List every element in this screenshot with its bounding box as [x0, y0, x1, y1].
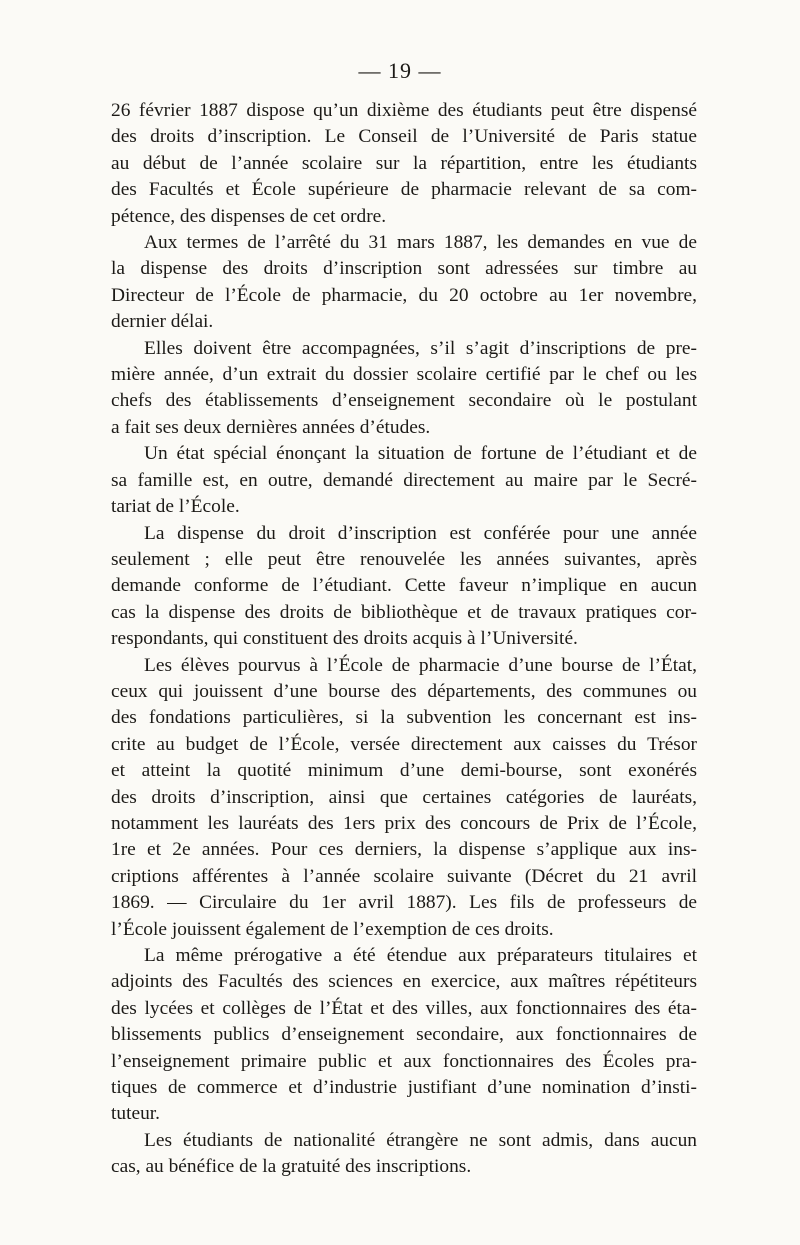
text-line: La dispense du droit d’inscription est conférée pour une année — [144, 522, 697, 544]
text-line: Un état spécial énonçant la situation de fortune de l’étudiant et de — [144, 443, 697, 465]
paragraph — [111, 336, 697, 442]
text-line: blissements publics d’enseignement secondaire, aux fonctionnaires de — [111, 1024, 697, 1046]
paragraph — [111, 230, 697, 336]
text-line: l’École jouissent également de l’exemption de ces droits. — [111, 918, 554, 940]
text-line: dernier délai. — [111, 311, 214, 333]
text-line: chefs des établissements d’enseignement secondaire où le postulant — [111, 390, 697, 412]
text-line: des fondations particulières, si la subvention les concernant est ins- — [111, 707, 697, 729]
page-number: — 19 — — [358, 58, 442, 83]
text-line: Aux termes de l’arrêté du 31 mars 1887, les demandes en vue de — [144, 232, 697, 254]
text-line: cas, au bénéfice de la gratuité des inscriptions. — [111, 1156, 472, 1178]
text-line: a fait ses deux dernières années d’études. — [111, 416, 431, 438]
text-line: La même prérogative a été étendue aux préparateurs titulaires et — [144, 945, 697, 966]
text-line: tariat de l’École. — [111, 496, 240, 518]
text-line: la dispense des droits d’inscription sont adressées sur timbre au — [111, 258, 697, 280]
paragraph — [111, 1128, 697, 1181]
paragraph — [111, 521, 697, 653]
text-line: seulement ; elle peut être renouvelée les années suivantes, après — [111, 548, 697, 570]
body-text — [111, 98, 697, 1181]
text-line: cas la dispense des droits de bibliothèque et de travaux pratiques cor- — [111, 601, 697, 623]
text-line: mière année, d’un extrait du dossier scolaire certifié par le chef ou les — [111, 364, 697, 386]
text-line: ceux qui jouissent d’une bourse des départements, des communes ou — [111, 680, 697, 702]
text-line: crite au budget de l’École, versée directement aux caisses du Trésor — [111, 733, 697, 755]
text-line: des Facultés et École supérieure de pharmacie relevant de sa com- — [111, 179, 697, 201]
text-line: notamment les lauréats des 1ers prix des concours de Prix de l’École, — [111, 812, 697, 834]
paragraph — [111, 943, 697, 1128]
text-line: 26 février 1887 dispose qu’un dixième des étudiants peut être dispensé — [111, 100, 697, 121]
text-line: demande conforme de l’étudiant. Cette faveur n’implique en aucun — [111, 575, 697, 597]
text-line: Les étudiants de nationalité étrangère ne sont admis, dans aucun — [144, 1129, 697, 1151]
text-line: Elles doivent être accompagnées, s’il s’agit d’inscriptions de pre- — [144, 337, 697, 359]
text-line: pétence, des dispenses de cet ordre. — [111, 205, 387, 227]
paragraph — [111, 653, 697, 943]
text-line: 1869. — Circulaire du 1er avril 1887). Les fils de professeurs de — [111, 892, 697, 914]
paragraph — [111, 441, 697, 520]
text-line: des droits d’inscription. Le Conseil de l’Université de Paris statue — [111, 126, 697, 148]
text-line: tiques de commerce et d’industrie justifiant d’une nomination d’insti- — [111, 1077, 697, 1099]
text-line: sa famille est, en outre, demandé directement au maire par le Secré- — [111, 469, 697, 491]
paragraph — [111, 98, 697, 230]
text-line: adjoints des Facultés des sciences en exercice, aux maîtres répétiteurs — [111, 971, 697, 993]
text-line: tuteur. — [111, 1103, 161, 1125]
text-line: des droits d’inscription, ainsi que certaines catégories de lauréats, — [111, 786, 697, 808]
text-line: des lycées et collèges de l’État et des villes, aux fonctionnaires des éta- — [111, 997, 697, 1019]
text-line: criptions afférentes à l’année scolaire suivante (Décret du 21 avril — [111, 865, 697, 887]
text-line: 1re et 2e années. Pour ces derniers, la dispense s’applique aux ins- — [111, 839, 697, 861]
text-line: Directeur de l’École de pharmacie, du 20 octobre au 1er novembre, — [111, 284, 697, 306]
text-line: et atteint la quotité minimum d’une demi-bourse, sont exonérés — [111, 760, 697, 782]
text-line: l’enseignement primaire public et aux fonctionnaires des Écoles pra- — [111, 1050, 697, 1072]
text-line: respondants, qui constituent des droits acquis à l’Université. — [111, 628, 578, 650]
text-line: Les élèves pourvus à l’École de pharmacie d’une bourse de l’État, — [144, 654, 697, 676]
text-line: au début de l’année scolaire sur la répartition, entre les étudiants — [111, 152, 697, 174]
